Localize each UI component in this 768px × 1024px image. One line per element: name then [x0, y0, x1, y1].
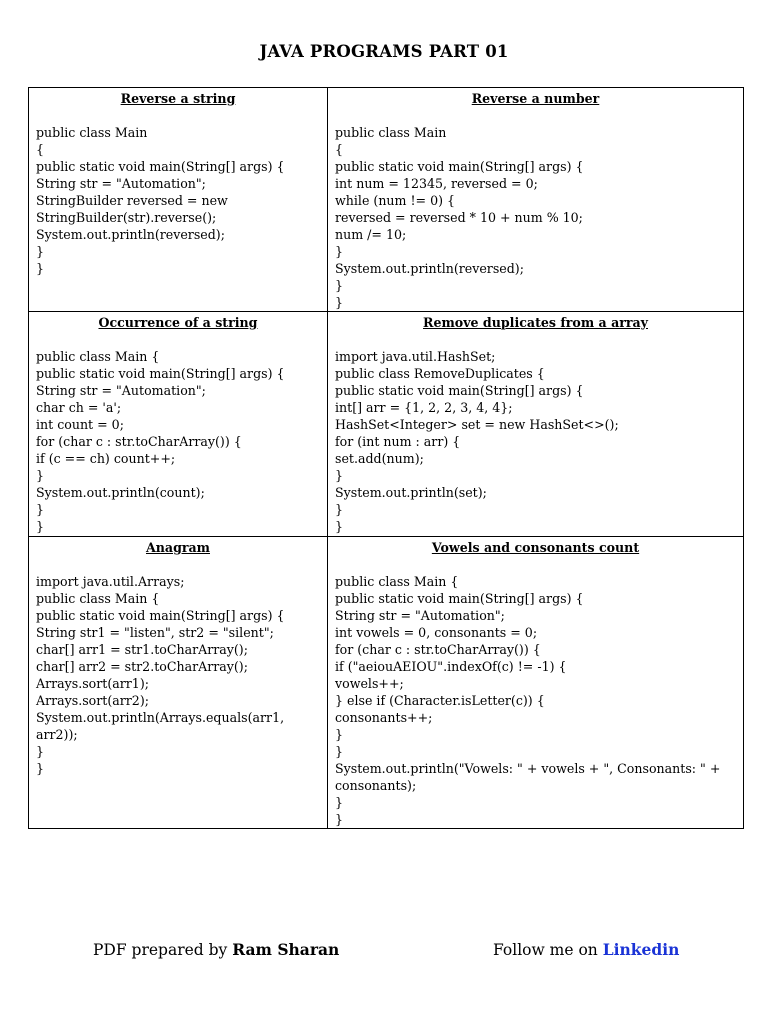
cell-remove-duplicates: [328, 312, 744, 537]
follow-label: Follow me on: [493, 941, 603, 959]
cell-occurrence-string: [29, 312, 328, 537]
prepared-by: [93, 940, 339, 959]
code-block: import java.util.HashSet; public class RemoveDuplicates { public static void main(String[] args) { int[] arr = {1, 2, 2, 3, 4, 4}; HashSet<Integer> set = new HashSet<>(); for (int num : arr) { set.add(num); } System.out.println(set); } }: [335, 349, 619, 534]
programs-table: [28, 87, 744, 829]
prepared-by-label: PDF prepared by: [93, 941, 233, 959]
cell-anagram: [29, 537, 328, 829]
code-block: public class Main { public static void main(String[] args) { int num = 12345, reversed = 0; while (num != 0) { reversed = reversed * 10 + num % 10; num /= 10; } System.out.println(reversed); } }: [335, 125, 584, 310]
cell-reverse-string: [29, 88, 328, 312]
page-title: JAVA PROGRAMS PART 01: [259, 42, 509, 61]
cell-title: Reverse a number: [471, 91, 600, 106]
code-block: public class Main { public static void main(String[] args) { String str = "Automation"; int vowels = 0, consonants = 0; for (char c : str.toCharArray()) { if ("aeiouAEIOU".indexOf(c) != -1) { vowels++; } else if (Character.isLetter(c)) { consonants++; } } System.out.println("Vowels: " + vowels + ", Consonants: " + consonants); } }: [335, 574, 721, 827]
cell-title: Vowels and consonants count: [431, 540, 640, 555]
cell-title: Anagram: [145, 540, 210, 555]
cell-title: Remove duplicates from a array: [422, 315, 648, 330]
table-row: [29, 312, 744, 537]
cell-title: Occurrence of a string: [98, 315, 258, 330]
follow-me: [493, 940, 679, 959]
linkedin-link[interactable]: Linkedin: [602, 940, 680, 959]
table-row: [29, 537, 744, 829]
table-row: [29, 88, 744, 312]
code-block: public class Main { public static void main(String[] args) { String str = "Automation"; StringBuilder reversed = new StringBuilder(str).reverse(); System.out.println(reversed); } }: [36, 125, 285, 276]
code-block: import java.util.Arrays; public class Main { public static void main(String[] args) { String str1 = "listen", str2 = "silent"; char[] arr1 = str1.toCharArray(); char[] arr2 = str2.toCharArray(); Arrays.sort(arr1); Arrays.sort(arr2); System.out.println(Arrays.equals(arr1, arr2)); } }: [36, 574, 285, 776]
cell-vowels-consonants: [328, 537, 744, 829]
cell-title: Reverse a string: [120, 91, 236, 106]
author-name: Ram Sharan: [232, 940, 340, 959]
code-block: public class Main { public static void main(String[] args) { String str = "Automation"; char ch = 'a'; int count = 0; for (char c : str.toCharArray()) { if (c == ch) count++; } System.out.println(count); } }: [36, 349, 285, 534]
cell-reverse-number: [328, 88, 744, 312]
